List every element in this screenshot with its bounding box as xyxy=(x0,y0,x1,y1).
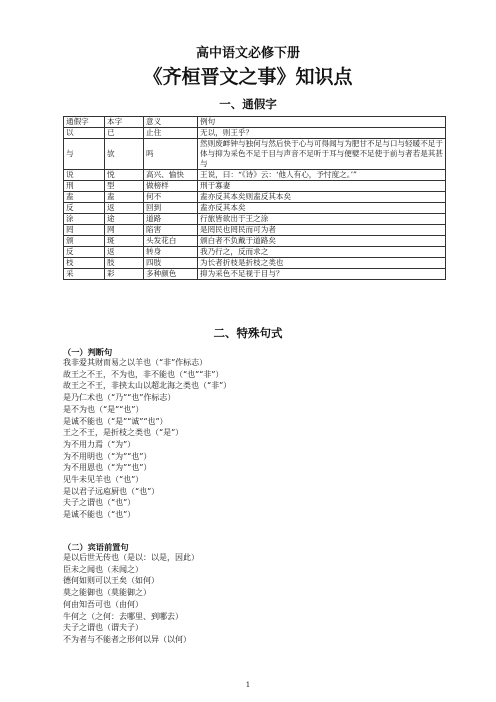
table-cell: 反 xyxy=(64,247,105,258)
table-cell: 颁 xyxy=(64,236,105,247)
table-cell: 斑 xyxy=(105,236,144,247)
table-row xyxy=(64,181,446,192)
table-cell: 已 xyxy=(105,128,144,139)
table-cell: 悦 xyxy=(105,170,144,181)
table-cell: 做榜样 xyxy=(144,181,198,192)
sentence-line: 为不用明也（“为”“也”） xyxy=(63,451,152,461)
sentence-line: 王之不王，是折枝之类也（“是”） xyxy=(63,428,184,438)
table-row xyxy=(64,192,446,203)
table-cell: 止住 xyxy=(144,128,198,139)
section-title-tongjiazi: 一、通假字 xyxy=(219,97,277,111)
table-cell: 四肢 xyxy=(144,258,198,269)
table-row xyxy=(64,203,446,214)
table-cell: 盍亦反其本矣 xyxy=(198,203,446,214)
sentence-line: 不为者与不能者之形何以异（以何） xyxy=(63,634,191,644)
sentence-line: 是乃仁术也（“乃”“也”作标志） xyxy=(63,393,176,403)
table-cell: 说 xyxy=(64,170,105,181)
table-cell: 途 xyxy=(105,214,144,225)
table-cell: 型 xyxy=(105,181,144,192)
table-row xyxy=(64,139,446,170)
sentence-line: 是不为也（“是”“也”） xyxy=(63,404,144,414)
table-cell: 肢 xyxy=(105,258,144,269)
table-cell: 高兴、愉快 xyxy=(144,170,198,181)
table-cell: 枝 xyxy=(64,258,105,269)
table-cell: 抑为采色不足视于目与？ xyxy=(198,269,446,280)
table-cell: 返 xyxy=(105,203,144,214)
table-cell: 吗 xyxy=(144,139,198,170)
table-cell: 与 xyxy=(64,139,105,170)
table-row xyxy=(64,225,446,236)
table-cell: 网 xyxy=(105,225,144,236)
table-cell: 罔 xyxy=(64,225,105,236)
sentence-line: 夫子之谓也（谓夫子） xyxy=(63,623,143,633)
section-title-special-sentences: 二、特殊句式 xyxy=(213,326,283,340)
table-cell: 以 xyxy=(64,128,105,139)
sentence-line: 德何如则可以王矣（如何） xyxy=(63,576,159,586)
table-cell: 头发花白 xyxy=(144,236,198,247)
table-cell: 转身 xyxy=(144,247,198,258)
subsection-title-object-preposing: （二）宾语前置句 xyxy=(63,542,129,552)
table-row xyxy=(64,269,446,280)
table-header-cell: 意义 xyxy=(144,117,198,128)
table-cell: 然则废衅钟与独何与然后快于心与可得闻与为肥甘不足与口与轻暖不足于体与抑为采色不足于目与声音不足听于耳与便嬖不足使于前与者若是其甚与 xyxy=(198,139,446,170)
table-cell: 采 xyxy=(64,269,105,280)
table-cell: 欤 xyxy=(105,139,144,170)
table-cell: 涂 xyxy=(64,214,105,225)
table-cell: 何不 xyxy=(144,192,198,203)
table-cell: 陷害 xyxy=(144,225,198,236)
table-cell: 彩 xyxy=(105,269,144,280)
judgment-sentence-list xyxy=(63,357,231,521)
document-title: 《齐桓晋文之事》知识点 xyxy=(143,66,353,88)
sentence-line: 是以君子远庖厨也（“也”） xyxy=(63,486,160,496)
table-row xyxy=(64,214,446,225)
sentence-line: 故王之不王，不为也，非不能也（“也”“非”） xyxy=(63,369,224,379)
table-cell: 我乃行之，反而求之 xyxy=(198,247,446,258)
table-cell: 回到 xyxy=(144,203,198,214)
sentence-line: 夫子之谓也（“也”） xyxy=(63,498,136,508)
sentence-line: 牛何之（之何：去哪里、到哪去） xyxy=(63,611,183,621)
table-row xyxy=(64,128,446,139)
table-row xyxy=(64,170,446,181)
table-header-row xyxy=(64,117,446,128)
table-cell: 道路 xyxy=(144,214,198,225)
table-cell: 盍 xyxy=(105,192,144,203)
document-subtitle: 高中语文必修下册 xyxy=(195,46,300,61)
page-number: 1 xyxy=(245,681,251,689)
sentence-line: 故王之不王，非挟太山以超北海之类也（“非”） xyxy=(63,381,232,391)
object-preposing-list xyxy=(63,552,199,646)
sentence-line: 是诚不能也（“是”“诚”“也”） xyxy=(63,416,168,426)
table-cell: 刑 xyxy=(64,181,105,192)
table-row xyxy=(64,236,446,247)
sentence-line: 我非爱其财而易之以羊也（“非”作标志） xyxy=(63,358,208,367)
sentence-line: 臣未之闻也（未闻之） xyxy=(63,564,143,574)
table-cell: 多种颜色 xyxy=(144,269,198,280)
table-cell: 是罔民也罔民而可为者 xyxy=(198,225,446,236)
subsection-title-judgment: （一）判断句 xyxy=(63,347,113,357)
table-cell: 无以，则王乎？ xyxy=(198,128,446,139)
sentence-line: 是以后世无传也（是以：以是，因此） xyxy=(63,553,199,562)
sentence-line: 何由知吾可也（由何） xyxy=(63,599,143,609)
sentence-line: 为不用恩也（“为”“也”） xyxy=(63,463,152,473)
table-header-cell: 通假字 xyxy=(64,117,105,128)
table-row xyxy=(64,247,446,258)
table-cell: 刑于寡妻 xyxy=(198,181,446,192)
table-header-cell: 本字 xyxy=(105,117,144,128)
table-cell: 盍亦反其本矣则盍反其本矣 xyxy=(198,192,446,203)
sentence-line: 见牛未见羊也（“也”） xyxy=(63,475,144,485)
table-cell: 反 xyxy=(64,203,105,214)
table-row xyxy=(64,258,446,269)
table-cell: 返 xyxy=(105,247,144,258)
sentence-line: 是诚不能也（“也”） xyxy=(63,510,136,520)
tongjiazi-table xyxy=(63,116,446,280)
table-cell: 为长者折枝是折枝之类也 xyxy=(198,258,446,269)
sentence-line: 莫之能御也（莫能御之） xyxy=(63,588,151,598)
table-header-cell: 例句 xyxy=(198,117,446,128)
table-cell: 行旅皆欲出于王之涂 xyxy=(198,214,446,225)
sentence-line: 为不用力焉（“为”） xyxy=(63,439,136,449)
table-cell: 颁白者不负戴于道路矣 xyxy=(198,236,446,247)
table-cell: 王说，曰：“《诗》云：‘他人有心，予忖度之。’” xyxy=(198,170,446,181)
table-cell: 盍 xyxy=(64,192,105,203)
